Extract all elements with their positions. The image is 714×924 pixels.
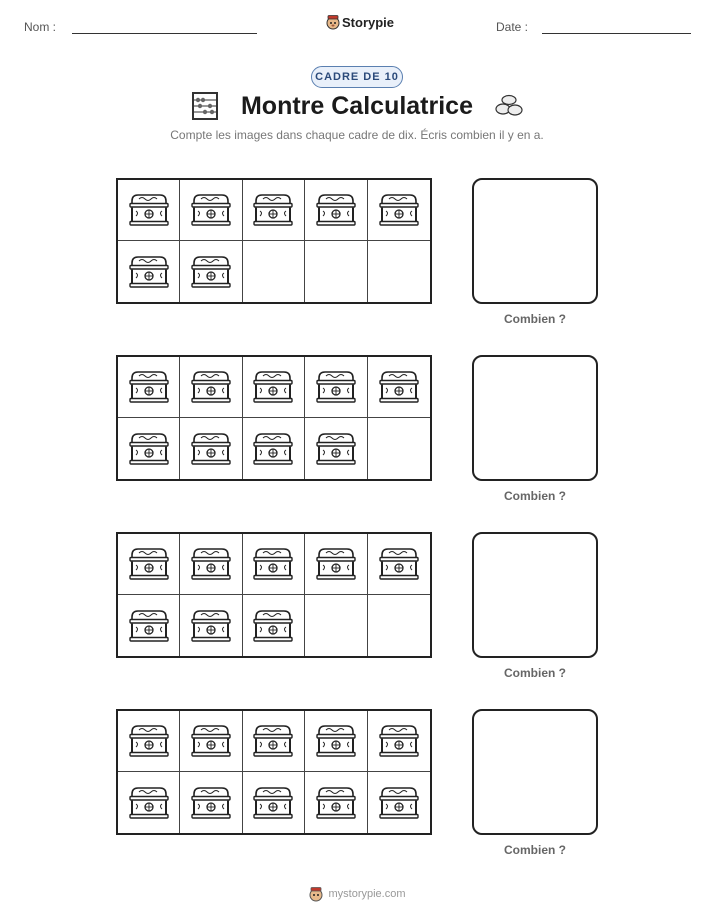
ten-frame-cell (118, 534, 180, 595)
ten-frame-cell (305, 241, 367, 302)
treasure-chest-icon (315, 785, 357, 821)
treasure-chest-icon (128, 254, 170, 290)
ten-frame-cell (368, 772, 430, 833)
answer-box[interactable] (472, 355, 598, 481)
ten-frame-cell (368, 711, 430, 772)
treasure-chest-icon (252, 369, 294, 405)
ten-frame-cell (180, 534, 242, 595)
ten-frame-cell (368, 357, 430, 418)
treasure-chest-icon (190, 369, 232, 405)
treasure-chest-icon (315, 546, 357, 582)
date-label: Date : (496, 20, 529, 34)
treasure-chest-icon (252, 546, 294, 582)
ten-frame-cell (305, 180, 367, 241)
ten-frame-cell (180, 241, 242, 302)
treasure-chest-icon (190, 608, 232, 644)
treasure-chest-icon (378, 723, 420, 759)
stones-icon (494, 93, 524, 119)
treasure-chest-icon (128, 608, 170, 644)
ten-frame-cell (368, 534, 430, 595)
treasure-chest-icon (190, 192, 232, 228)
treasure-chest-icon (128, 785, 170, 821)
ten-frame (116, 532, 432, 658)
worksheet-badge: CADRE DE 10 (311, 66, 403, 88)
combien-label: Combien ? (504, 666, 566, 680)
treasure-chest-icon (128, 431, 170, 467)
treasure-chest-icon (378, 192, 420, 228)
treasure-chest-icon (315, 369, 357, 405)
ten-frame (116, 178, 432, 304)
date-line[interactable] (542, 33, 691, 34)
name-label: Nom : (24, 20, 57, 34)
footer (0, 886, 714, 902)
answer-box[interactable] (472, 532, 598, 658)
ten-frame-cell (305, 772, 367, 833)
ten-frame-cell (180, 595, 242, 656)
combien-label: Combien ? (504, 312, 566, 326)
ten-frame-cell (243, 357, 305, 418)
ten-frame (116, 355, 432, 481)
ten-frame-cell (243, 772, 305, 833)
ten-frame-cell (305, 711, 367, 772)
ten-frame-cell (118, 711, 180, 772)
ten-frame-cell (368, 595, 430, 656)
ten-frame-cell (305, 418, 367, 479)
treasure-chest-icon (252, 608, 294, 644)
ten-frame-cell (368, 418, 430, 479)
page-title: Montre Calculatrice (240, 92, 473, 120)
answer-box[interactable] (472, 178, 598, 304)
treasure-chest-icon (252, 431, 294, 467)
storypie-logo (326, 14, 394, 30)
ten-frame (116, 709, 432, 835)
treasure-chest-icon (128, 192, 170, 228)
ten-frame-cell (180, 180, 242, 241)
answer-box[interactable] (472, 709, 598, 835)
treasure-chest-icon (128, 546, 170, 582)
storypie-mascot-icon (326, 14, 340, 30)
ten-frame-cell (243, 180, 305, 241)
ten-frame-cell (118, 180, 180, 241)
treasure-chest-icon (315, 723, 357, 759)
ten-frame-cell (118, 772, 180, 833)
treasure-chest-icon (252, 723, 294, 759)
treasure-chest-icon (252, 785, 294, 821)
ten-frame-cell (180, 418, 242, 479)
combien-label: Combien ? (504, 489, 566, 503)
name-line[interactable] (72, 33, 257, 34)
ten-frame-cell (243, 534, 305, 595)
combien-label: Combien ? (504, 843, 566, 857)
ten-frame-cell (118, 357, 180, 418)
treasure-chest-icon (190, 254, 232, 290)
ten-frame-cell (243, 595, 305, 656)
treasure-chest-icon (190, 785, 232, 821)
ten-frame-cell (368, 241, 430, 302)
ten-frame-cell (180, 357, 242, 418)
ten-frame-cell (305, 534, 367, 595)
brand-name: Storypie (342, 14, 395, 30)
ten-frame-cell (305, 357, 367, 418)
treasure-chest-icon (315, 192, 357, 228)
treasure-chest-icon (378, 546, 420, 582)
ten-frame-cell (180, 711, 242, 772)
treasure-chest-icon (378, 785, 420, 821)
ten-frame-cell (243, 418, 305, 479)
treasure-chest-icon (128, 369, 170, 405)
treasure-chest-icon (190, 431, 232, 467)
ten-frame-cell (368, 180, 430, 241)
ten-frame-cell (180, 772, 242, 833)
ten-frame-cell (305, 595, 367, 656)
footer-url[interactable]: mystorypie.com (328, 888, 406, 900)
treasure-chest-icon (378, 369, 420, 405)
treasure-chest-icon (128, 723, 170, 759)
ten-frame-cell (118, 418, 180, 479)
ten-frame-cell (243, 241, 305, 302)
ten-frame-cell (118, 595, 180, 656)
ten-frame-cell (118, 241, 180, 302)
instructions: Compte les images dans chaque cadre de dix. Écris combien il y en a. (170, 128, 544, 142)
treasure-chest-icon (190, 546, 232, 582)
treasure-chest-icon (190, 723, 232, 759)
ten-frame-cell (243, 711, 305, 772)
treasure-chest-icon (315, 431, 357, 467)
storypie-mascot-icon (308, 886, 324, 902)
treasure-chest-icon (252, 192, 294, 228)
